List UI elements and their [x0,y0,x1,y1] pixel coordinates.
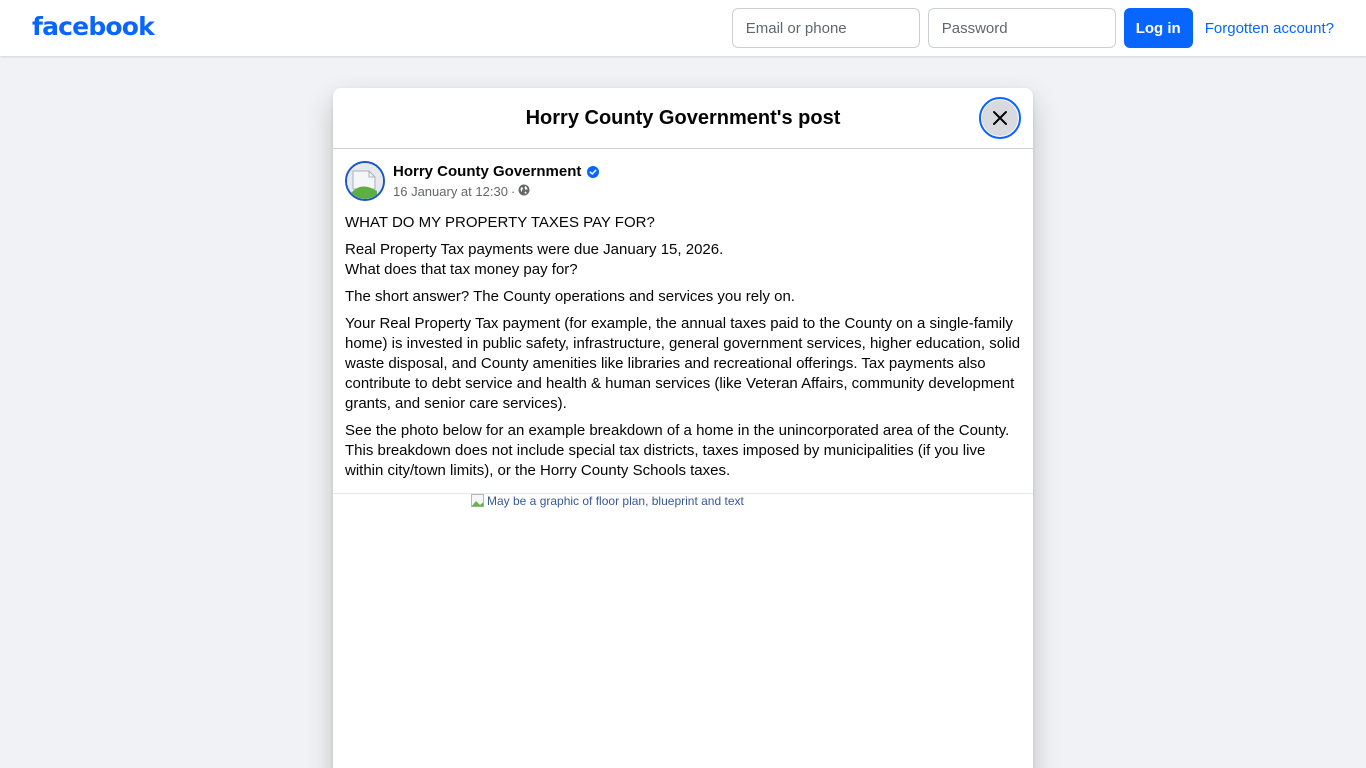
post-header [333,149,1033,213]
image-alt-text: May be a graphic of floor plan, blueprint and text [487,494,744,508]
broken-image-icon [471,494,485,508]
post-paragraph: WHAT DO MY PROPERTY TAXES PAY FOR? [345,214,655,231]
post-dialog [333,88,1033,768]
password-input[interactable] [928,8,1116,48]
top-navigation-bar [0,0,1366,56]
dialog-header [333,88,1033,149]
post-paragraph: The short answer? The County operations and services you rely on. [345,288,795,305]
post-meta [393,184,530,199]
profile-picture-placeholder-icon [347,163,383,199]
post-paragraph: See the photo below for an example breakdown of a home in the unincorporated area of the County. This breakdown does not include special tax districts, taxes imposed by municipalities (if you live within city/town limits), or the Horry County Schools taxes. [345,422,1010,479]
meta-separator: · [510,184,516,199]
close-button[interactable] [979,97,1021,139]
author-name[interactable] [393,163,599,180]
login-button[interactable]: Log in [1124,8,1193,48]
post-line: What does that tax money pay for? [345,261,578,278]
post-message [333,213,1033,481]
facebook-logo[interactable]: facebook [32,12,154,41]
author-name-text[interactable]: Horry County Government [393,163,582,180]
post-timestamp[interactable]: 16 January at 12:30 [393,184,508,199]
post-image[interactable] [333,494,1033,508]
email-input[interactable] [732,8,920,48]
avatar[interactable] [345,161,385,201]
post-line: Real Property Tax payments were due January 15, 2026. [345,241,724,258]
dialog-title: Horry County Government's post [525,106,841,129]
login-form [732,8,1366,48]
globe-icon [518,184,530,199]
close-icon [992,110,1008,126]
post-paragraph [345,240,1021,280]
post-paragraph: Your Real Property Tax payment (for example, the annual taxes paid to the County on a single-family home) is invested in public safety, infrastructure, general government services, higher education, solid waste disposal, and County amenities like libraries and recreational offerings. Tax payments also contribute to debt service and health & human services (like Veteran Affairs, community development grants, and senior care services). [345,315,1021,412]
verified-badge-icon [587,166,599,178]
forgotten-account-link[interactable]: Forgotten account? [1204,19,1334,37]
